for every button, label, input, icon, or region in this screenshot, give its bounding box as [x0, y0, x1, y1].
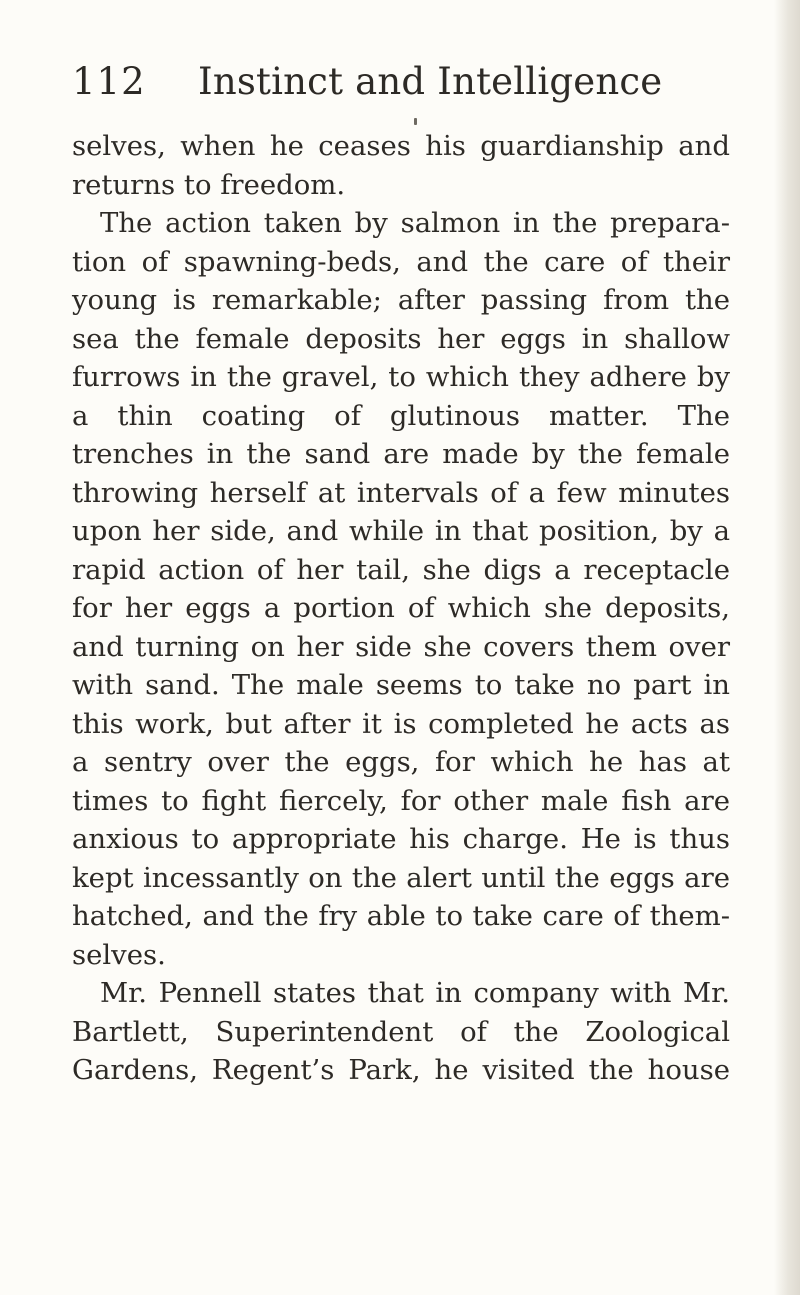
text-line: Mr. Pennell states that in company with Mr. [100, 977, 730, 1009]
page-header [72, 58, 662, 106]
text-line: furrows in the gravel, to which they adhere by [72, 361, 730, 393]
text-line: a thin coating of glutinous matter. The [72, 399, 730, 432]
text-line: upon her side, and while in that position, by a [72, 515, 730, 547]
text-line: and turning on her side she covers them over [72, 630, 730, 663]
text-line: young is remarkable; after passing from the [72, 284, 730, 316]
text-line: for her eggs a portion of which she deposits, [72, 592, 730, 624]
text-line: with sand. The male seems to take no part in [72, 669, 730, 701]
body-text [72, 127, 730, 1090]
text-line: tion of spawning-beds, and the care of their [72, 245, 730, 278]
text-line: hatched, and the fry able to take care of them- [72, 900, 730, 932]
page-number: 112 [72, 60, 146, 103]
text-line: selves. [72, 938, 166, 971]
text-line: sea the female deposits her eggs in shallow [72, 322, 730, 355]
text-line: The action taken by salmon in the prepara- [100, 207, 730, 239]
text-line: Bartlett, Superintendent of the Zoological [72, 1015, 730, 1048]
text-line: times to fight fiercely, for other male fish are [72, 784, 730, 817]
running-title: Instinct and Intelligence [198, 60, 663, 103]
text-line: Gardens, Regent’s Park, he visited the house [72, 1054, 730, 1086]
text-line: trenches in the sand are made by the female [72, 438, 730, 470]
text-line: selves, when he ceases his guardianship and [72, 130, 730, 162]
text-line: kept incessantly on the alert until the eggs are [72, 861, 730, 894]
text-line: returns to freedom. [72, 168, 346, 201]
text-line: anxious to appropriate his charge. He is thus [72, 823, 730, 855]
text-line: throwing herself at intervals of a few minutes [72, 476, 730, 509]
print-speck [414, 118, 417, 125]
page-edge-shadow [774, 0, 800, 1295]
text-line: a sentry over the eggs, for which he has at [72, 746, 730, 778]
text-line: this work, but after it is completed he acts as [72, 707, 730, 740]
text-line: rapid action of her tail, she digs a receptacle [72, 553, 730, 586]
